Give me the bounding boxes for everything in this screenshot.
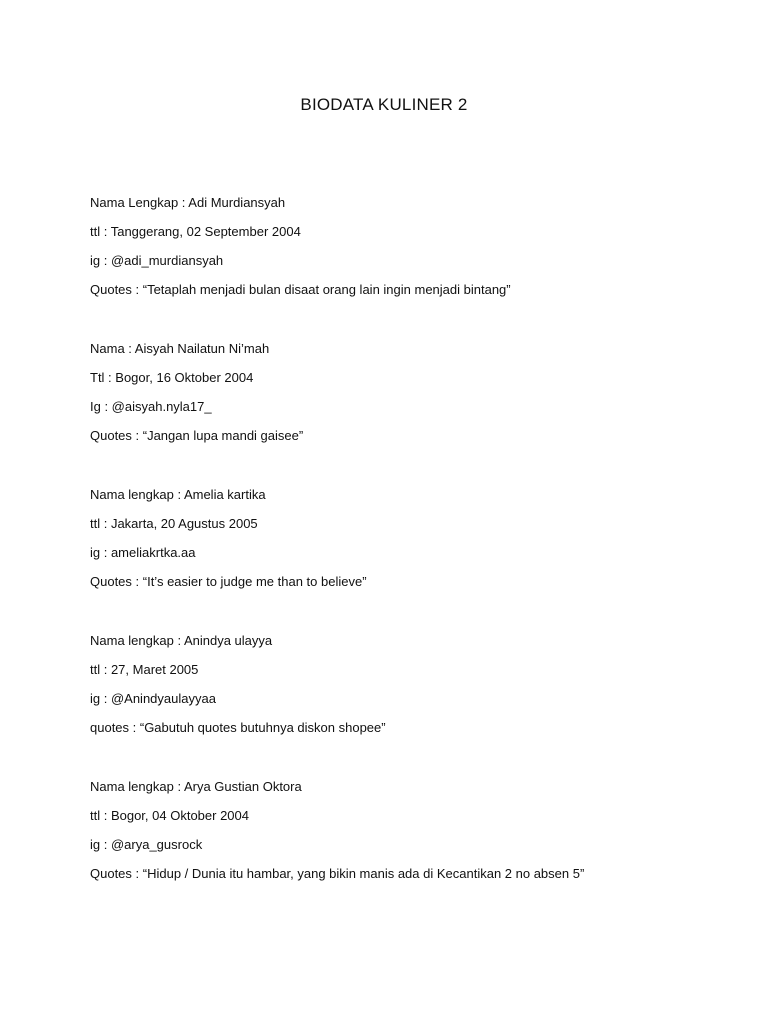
biodata-entry	[90, 480, 710, 596]
entry-quotes: Quotes : “Jangan lupa mandi gaisee”	[90, 428, 304, 443]
entry-ttl: ttl : Tanggerang, 02 September 2004	[90, 224, 301, 239]
entry-ig: Ig : @aisyah.nyla17_	[90, 399, 212, 414]
entry-name: Nama lengkap : Anindya ulayya	[90, 633, 273, 648]
biodata-entry	[90, 334, 710, 450]
entry-name: Nama lengkap : Amelia kartika	[90, 487, 266, 502]
entry-quotes: Quotes : “Hidup / Dunia itu hambar, yang bikin manis ada di Kecantikan 2 no absen 5”	[90, 866, 585, 881]
biodata-entry	[90, 626, 710, 742]
entry-ttl: ttl : Jakarta, 20 Agustus 2005	[90, 516, 258, 531]
entry-name: Nama Lengkap : Adi Murdiansyah	[90, 195, 286, 210]
entry-ig: ig : ameliakrtka.aa	[90, 545, 196, 560]
entry-ttl: ttl : Bogor, 04 Oktober 2004	[90, 808, 249, 823]
entry-ig: ig : @adi_murdiansyah	[90, 253, 224, 268]
entry-name: Nama lengkap : Arya Gustian Oktora	[90, 779, 302, 794]
biodata-list	[90, 188, 710, 918]
entry-name: Nama : Aisyah Nailatun Ni’mah	[90, 341, 270, 356]
entry-ig: ig : @Anindyaulayyaa	[90, 691, 216, 706]
entry-quotes: quotes : “Gabutuh quotes butuhnya diskon shopee”	[90, 720, 386, 735]
entry-quotes: Quotes : “Tetaplah menjadi bulan disaat orang lain ingin menjadi bintang”	[90, 282, 511, 297]
entry-ttl: ttl : 27, Maret 2005	[90, 662, 199, 677]
entry-ttl: Ttl : Bogor, 16 Oktober 2004	[90, 370, 254, 385]
biodata-entry	[90, 188, 710, 304]
document-title: BIODATA KULINER 2	[300, 95, 468, 114]
entry-quotes: Quotes : “It’s easier to judge me than to believe”	[90, 574, 367, 589]
entry-ig: ig : @arya_gusrock	[90, 837, 203, 852]
biodata-entry	[90, 772, 710, 888]
